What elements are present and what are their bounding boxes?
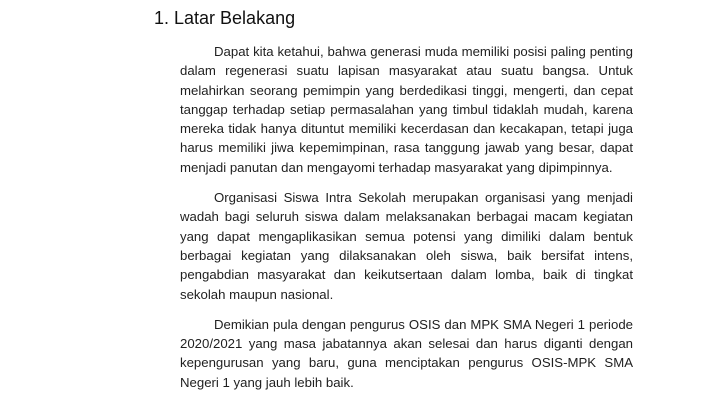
section-heading: 1. Latar Belakang xyxy=(154,8,296,28)
paragraph-2: Organisasi Siswa Intra Sekolah merupakan organisasi yang menjadi wadah bagi seluruh siswa dalam melaksanakan berbagai macam kegiatan yang dapat mengaplikasikan semua potensi yang dimiliki dalam bentuk berbagai kegiatan yang dilaksanakan oleh siswa, baik bersifat intens, pengabdian masyarakat dan keikutsertaan dalam lomba, baik di tingkat sekolah maupun nasional. xyxy=(180,190,633,302)
section-body xyxy=(180,42,633,403)
paragraph-1: Dapat kita ketahui, bahwa generasi muda memiliki posisi paling penting dalam regenerasi suatu lapisan masyarakat atau suatu bangsa. Untuk melahirkan seorang pemimpin yang berdedikasi tinggi, mengerti, dan cepat tanggap terhadap setiap permasalahan yang timbul tidaklah mudah, karena mereka tidak hanya dituntut memiliki kecerdasan dan kecakapan, tetapi juga harus memiliki jiwa kepemimpinan, rasa tanggung jawab yang besar, dapat menjadi panutan dan mengayomi terhadap masyarakat yang dipimpinnya. xyxy=(180,44,633,175)
paragraph-3: Demikian pula dengan pengurus OSIS dan MPK SMA Negeri 1 periode 2020/2021 yang masa jabatannya akan selesai dan harus diganti dengan kepengurusan yang baru, guna menciptakan pengurus OSIS-MPK SMA Negeri 1 yang jauh lebih baik. xyxy=(180,316,633,390)
